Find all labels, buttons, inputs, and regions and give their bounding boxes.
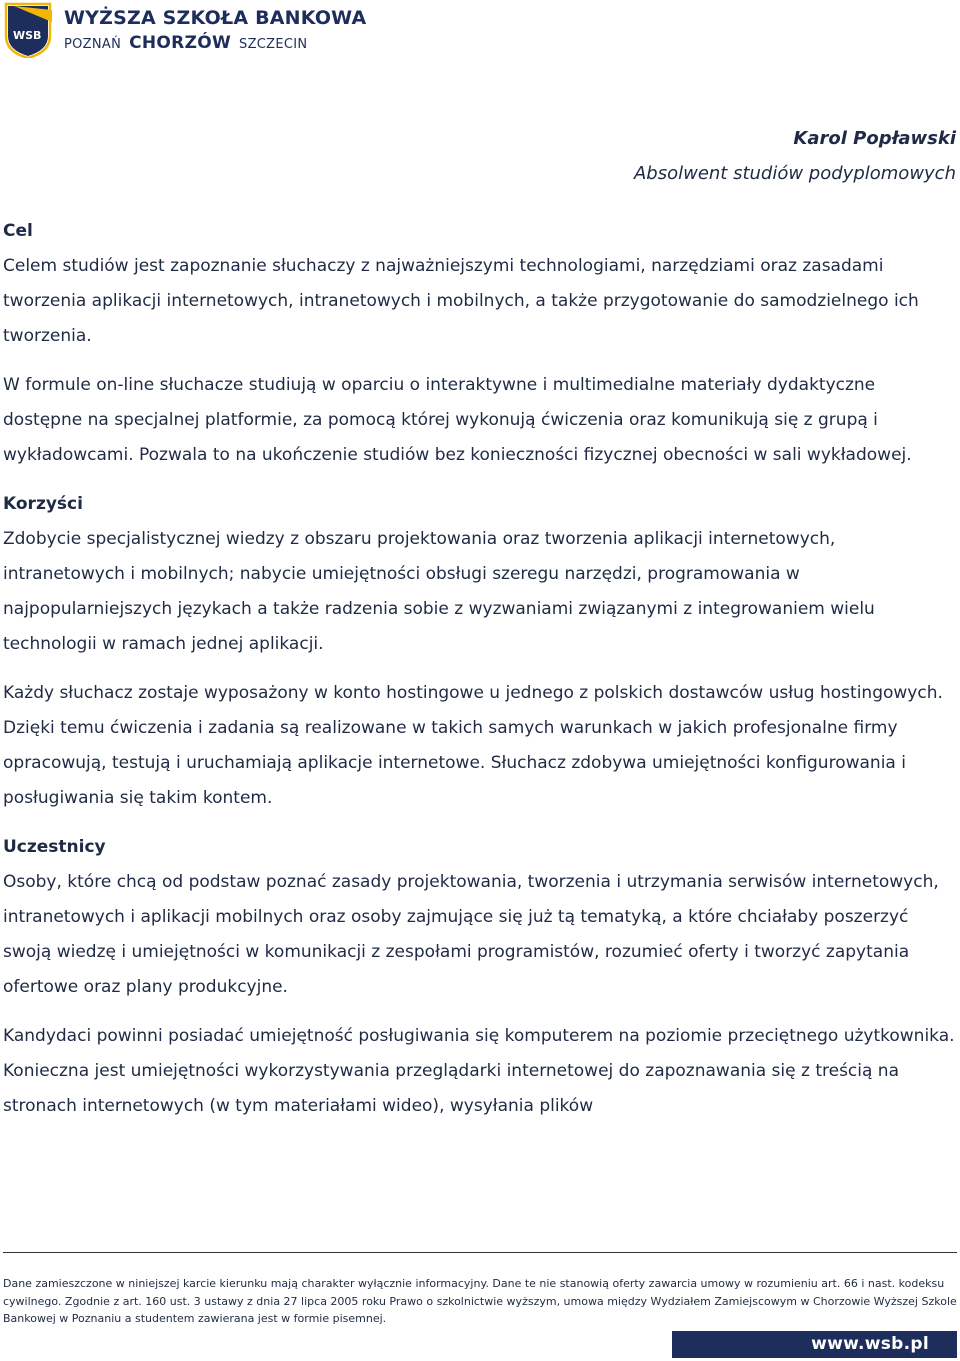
paragraph: Osoby, które chcą od podstaw poznać zasady projektowania, tworzenia i utrzymania serwisów internetowych, intranetowych i aplikacji mobilnych oraz osoby zajmujące się już tą tematyką, a które chciałaby poszerzyć swoją wiedzę i umiejętności w komunikacji z zespołami programistów, rozumieć oferty i tworzyć zapytania ofertowe oraz plany produkcyjne. xyxy=(3,872,939,997)
author-role: Absolwent studiów podyplomowych xyxy=(633,163,956,184)
section-heading-korzysci: Korzyści xyxy=(3,494,83,514)
website-link[interactable]: www.wsb.pl xyxy=(811,1334,929,1354)
paragraph: Każdy słuchacz zostaje wyposażony w konto hostingowe u jednego z polskich dostawców usług hostingowych. Dzięki temu ćwiczenia i zadania są realizowane w takich samych warunkach w jakich profesjonalne firmy opracowują, testują i uruchamiają aplikacje internetowe. Słuchacz zdobywa umiejętności konfigurowania i posługiwania się takim kontem. xyxy=(3,683,943,808)
paragraph: Kandydaci powinni posiadać umiejętność posługiwania się komputerem na poziomie przeciętnego użytkownika. Konieczna jest umiejętności wykorzystywania przeglądarki internetowej do zapoznawania się z treścią na stronach internetowych (w tym materiałami wideo), wysyłania plików xyxy=(3,1026,955,1116)
paragraph: Zdobycie specjalistycznej wiedzy z obszaru projektowania oraz tworzenia aplikacji internetowych, intranetowych i mobilnych; nabycie umiejętności obsługi szeregu narzędzi, programowania w najpopularniejszych językach a także radzenia sobie z wyzwaniami związanymi z integrowaniem wielu technologii w ramach jednej aplikacji. xyxy=(3,529,875,654)
logo-city: POZNAŃ xyxy=(64,37,122,52)
logo-city: SZCZECIN xyxy=(239,37,308,52)
footer-divider xyxy=(3,1252,957,1253)
logo-title: WYŻSZA SZKOŁA BANKOWA xyxy=(64,7,367,29)
paragraph: Celem studiów jest zapoznanie słuchaczy z najważniejszymi technologiami, narzędziami oraz zasadami tworzenia aplikacji internetowych, intranetowych i mobilnych, a także przygotowanie do samodzielnego ich tworzenia. xyxy=(3,256,919,346)
author-name: Karol Popławski xyxy=(793,128,956,149)
footer-disclaimer: Dane zamieszczone w niniejszej karcie kierunku mają charakter wyłącznie informacyjny. Dane te nie stanowią oferty zawarcia umowy w rozumieniu art. 66 i nast. kodeksu cywilnego. Zgodnie z art. 160 ust. 3 ustawy z dnia 27 lipca 2005 roku Prawo o szkolnictwie wyższym, umowa między Wydziałem Zamiejscowym w Chorzowie Wyższej Szkole Bankowej w Poznaniu a studentem zawierana jest w formie pisemnej. xyxy=(3,1277,957,1325)
website-banner xyxy=(672,1331,957,1358)
shield-logo-icon xyxy=(4,2,56,58)
section-heading-uczestnicy: Uczestnicy xyxy=(3,837,106,857)
wsb-logo xyxy=(4,2,367,58)
logo-cities xyxy=(64,33,307,53)
svg-text:WSB: WSB xyxy=(13,29,42,42)
paragraph: W formule on-line słuchacze studiują w oparciu o interaktywne i multimedialne materiały dydaktyczne dostępne na specjalnej platformie, za pomocą której wykonują ćwiczenia oraz komunikują się z grupą i wykładowcami. Pozwala to na ukończenie studiów bez konieczności fizycznej obecności w sali wykładowej. xyxy=(3,375,912,465)
section-heading-cel: Cel xyxy=(3,221,33,241)
author-block xyxy=(634,121,956,191)
logo-city: CHORZÓW xyxy=(129,33,232,53)
main-content xyxy=(3,214,958,1138)
